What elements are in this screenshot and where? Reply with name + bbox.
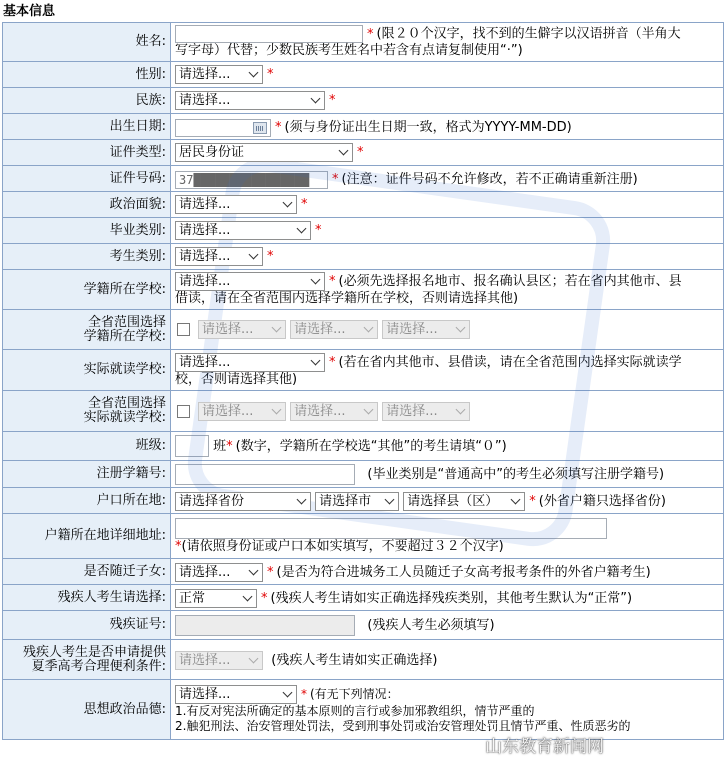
disabled-apply-select[interactable]: [175, 651, 263, 670]
label-class: 班级:: [3, 432, 171, 461]
row-reg-number: [3, 461, 724, 488]
migrant-child-select[interactable]: [175, 563, 263, 582]
label-id-type: 证件类型:: [3, 140, 171, 166]
id-number-input[interactable]: [175, 171, 328, 189]
required-mark: *: [267, 67, 274, 82]
select-value: 请选择...: [179, 687, 231, 702]
hukou-address-input[interactable]: [175, 518, 607, 539]
gender-select[interactable]: [175, 65, 263, 84]
required-mark: *: [332, 172, 339, 188]
candidate-type-select[interactable]: [175, 247, 263, 266]
id-number-hint: (注意：证件号码不允许修改，若不正确请重新注册): [341, 172, 638, 188]
province-school-reg-school-select[interactable]: [382, 320, 470, 339]
label-actual-school: 实际就读学校:: [3, 350, 171, 391]
province-school-reg-city-select[interactable]: [198, 320, 286, 339]
class-hint: (数字，学籍所在学校选“其他”的考生请填“０”): [235, 438, 507, 454]
chevron-down-icon: [294, 494, 309, 509]
province-actual-school-city-select[interactable]: [198, 402, 286, 421]
actual-school-hint-1: (若在省内其他市、县借读，请在全省范围内选择实际就读学: [338, 354, 682, 370]
chevron-down-icon: [308, 93, 323, 108]
row-hukou-address: [3, 514, 724, 559]
row-ideology: [3, 680, 724, 740]
chevron-down-icon: [246, 67, 261, 82]
required-mark: *: [267, 249, 274, 264]
label-disabled-type: 残疾人考生请选择:: [3, 585, 171, 611]
ideology-item-1: 1.有反对宪法所确定的基本原则的言行或参加邪教组织，情节严重的: [175, 704, 535, 718]
political-select[interactable]: [175, 195, 297, 214]
name-hint-1: (限２０个汉字，找不到的生僻字以汉语拼音（半角大: [376, 26, 681, 42]
required-mark: *: [261, 591, 268, 606]
ideology-hint-title: (有无下列情况：: [310, 687, 399, 701]
label-gender: 性别:: [3, 62, 171, 88]
required-mark: *: [267, 565, 274, 580]
school-reg-select-value: 请选择...: [179, 274, 231, 289]
chevron-down-icon: [308, 355, 323, 370]
province-actual-school-county-select[interactable]: [290, 402, 378, 421]
label-candidate-type: 考生类别:: [3, 244, 171, 270]
required-mark: *: [226, 438, 233, 454]
required-mark: *: [529, 494, 536, 509]
row-id-type: [3, 140, 724, 166]
label-hukou-address: 户籍所在地详细地址:: [3, 514, 171, 559]
label-disabled-cert: 残疾证号:: [3, 611, 171, 640]
chevron-down-icon: [240, 591, 255, 606]
disabled-cert-input[interactable]: [175, 615, 355, 636]
select-value: 请选择县（区）: [407, 494, 499, 509]
row-actual-school: [3, 350, 724, 391]
label-line-1: 全省范围选择: [87, 314, 166, 330]
row-political: [3, 192, 724, 218]
id-type-select-value: 居民身份证: [179, 145, 245, 160]
label-id-number: 证件号码:: [3, 166, 171, 192]
label-migrant-child: 是否随迁子女:: [3, 559, 171, 585]
hukou-address-hint: (请依照身份证或户口本如实填写，不要超过３２个汉字): [181, 538, 504, 554]
hukou-city-select[interactable]: [315, 492, 399, 511]
label-line-1: 残疾人考生是否申请提供: [22, 644, 166, 660]
required-mark: *: [367, 26, 374, 42]
label-reg-number: 注册学籍号:: [3, 461, 171, 488]
row-ethnicity: [3, 88, 724, 114]
chevron-down-icon: [453, 404, 468, 419]
select-value: 请选择...: [179, 653, 231, 668]
label-line-2: 学籍所在学校:: [83, 328, 166, 344]
required-mark: *: [175, 538, 182, 554]
gender-select-value: 请选择...: [179, 67, 231, 82]
province-school-reg-checkbox[interactable]: [177, 323, 190, 336]
select-value: 请选择...: [202, 322, 254, 337]
label-hukou: 户口所在地:: [3, 488, 171, 514]
row-name: [3, 23, 724, 62]
row-hukou: [3, 488, 724, 514]
grad-type-select[interactable]: [175, 221, 311, 240]
province-actual-school-checkbox[interactable]: [177, 405, 190, 418]
ethnicity-select[interactable]: [175, 91, 325, 110]
select-value: 请选择...: [202, 403, 254, 419]
select-value: 请选择...: [386, 403, 438, 419]
label-name: 姓名:: [3, 23, 171, 62]
class-input[interactable]: [175, 435, 209, 457]
row-class: [3, 432, 724, 461]
chevron-down-icon: [453, 322, 468, 337]
required-mark: *: [329, 354, 336, 370]
hukou-hint: (外省户籍只选择省份): [538, 494, 666, 509]
hukou-province-select[interactable]: [175, 492, 311, 511]
chevron-down-icon: [361, 322, 376, 337]
chevron-down-icon: [280, 197, 295, 212]
candidate-type-select-value: 请选择...: [179, 249, 231, 264]
chevron-down-icon: [361, 404, 376, 419]
chevron-down-icon: [246, 249, 261, 264]
chevron-down-icon: [308, 274, 323, 289]
disabled-cert-hint: (残疾人考生必须填写): [367, 618, 495, 633]
row-province-school-reg: [3, 310, 724, 350]
school-reg-select[interactable]: [175, 272, 325, 291]
row-grad-type: [3, 218, 724, 244]
ethnicity-select-value: 请选择...: [179, 93, 231, 108]
row-id-number: [3, 166, 724, 192]
chevron-down-icon: [382, 494, 397, 509]
select-value: 请选择...: [179, 565, 231, 580]
chevron-down-icon: [508, 494, 523, 509]
select-value: 正常: [179, 591, 206, 606]
row-school-reg: [3, 270, 724, 310]
required-mark: *: [357, 145, 364, 160]
required-mark: *: [315, 223, 322, 238]
label-line-2: 实际就读学校:: [83, 410, 166, 425]
section-title: 基本信息: [3, 4, 56, 19]
label-province-school-reg: [3, 310, 171, 350]
select-value: 请选择...: [294, 403, 346, 419]
grad-type-select-value: 请选择...: [179, 223, 231, 238]
province-school-reg-county-select[interactable]: [290, 320, 378, 339]
actual-school-select[interactable]: [175, 353, 325, 372]
chevron-down-icon: [294, 223, 309, 238]
select-value: 请选择...: [386, 322, 438, 337]
chevron-down-icon: [269, 322, 284, 337]
name-hint-2: 写字母）代替；少数民族考生姓名中若含有点请复制使用“·”): [175, 43, 523, 58]
hukou-county-select[interactable]: [403, 492, 525, 511]
chevron-down-icon: [336, 145, 351, 160]
disabled-type-select[interactable]: [175, 589, 257, 608]
news-site-watermark: 山东教育新闻网: [485, 737, 604, 757]
calendar-icon[interactable]: [253, 122, 267, 134]
chevron-down-icon: [246, 565, 261, 580]
class-suffix: 班: [213, 438, 227, 454]
label-ideology: 思想政治品德:: [3, 680, 171, 740]
actual-school-select-value: 请选择...: [179, 354, 231, 370]
label-school-reg: 学籍所在学校:: [3, 270, 171, 310]
label-province-actual-school: [3, 391, 171, 432]
reg-number-hint: (毕业类别是“普通高中”的考生必须填写注册学籍号): [367, 467, 665, 482]
row-birthdate: [3, 114, 724, 140]
chevron-down-icon: [280, 687, 295, 702]
label-grad-type: 毕业类别:: [3, 218, 171, 244]
required-mark: *: [301, 197, 308, 212]
row-gender: [3, 62, 724, 88]
chevron-down-icon: [269, 404, 284, 419]
required-mark: *: [329, 274, 336, 289]
disabled-apply-hint: (残疾人考生请如实正确选择): [271, 653, 438, 668]
row-disabled-apply: [3, 640, 724, 680]
required-mark: *: [329, 93, 336, 108]
label-disabled-apply: [3, 640, 171, 680]
label-ethnicity: 民族:: [3, 88, 171, 114]
label-political: 政治面貌:: [3, 192, 171, 218]
select-value: 请选择...: [294, 322, 346, 337]
row-disabled-cert: [3, 611, 724, 640]
row-province-actual-school: [3, 391, 724, 432]
label-line-1: 全省范围选择: [87, 396, 166, 411]
school-reg-hint-2: 借读，请在全省范围内选择学籍所在学校，否则请选择其他): [175, 291, 519, 306]
select-value: 请选择市: [319, 494, 372, 509]
label-birthdate: 出生日期:: [3, 114, 171, 140]
ideology-item-2: 2.触犯刑法、治安管理处罚法，受到刑事处罚或治安管理处罚且情节严重、性质恶劣的: [175, 719, 631, 733]
province-actual-school-school-select[interactable]: [382, 402, 470, 421]
name-input[interactable]: [175, 25, 363, 43]
row-candidate-type: [3, 244, 724, 270]
basic-info-form: [2, 22, 724, 740]
actual-school-hint-2: 校，否则请选择其他): [175, 371, 298, 387]
birthdate-hint: (须与身份证出生日期一致，格式为YYYY-MM-DD): [284, 120, 572, 136]
political-select-value: 请选择...: [179, 197, 231, 212]
ideology-select[interactable]: [175, 685, 297, 704]
reg-number-input[interactable]: [175, 464, 355, 485]
select-value: 请选择省份: [179, 494, 245, 509]
id-type-select[interactable]: [175, 143, 353, 162]
row-disabled-type: [3, 585, 724, 611]
school-reg-hint-1: (必须先选择报名地市、报名确认县区；若在省内其他市、县: [338, 274, 682, 289]
chevron-down-icon: [246, 653, 261, 668]
migrant-child-hint: (是否为符合进城务工人员随迁子女高考报考条件的外省户籍考生): [276, 565, 651, 580]
required-mark: *: [275, 120, 282, 136]
row-migrant-child: [3, 559, 724, 585]
disabled-type-hint: (残疾人考生请如实正确选择残疾类别，其他考生默认为“正常”): [270, 591, 633, 606]
label-line-2: 夏季高考合理便利条件:: [31, 658, 166, 674]
required-mark: *: [301, 687, 307, 701]
